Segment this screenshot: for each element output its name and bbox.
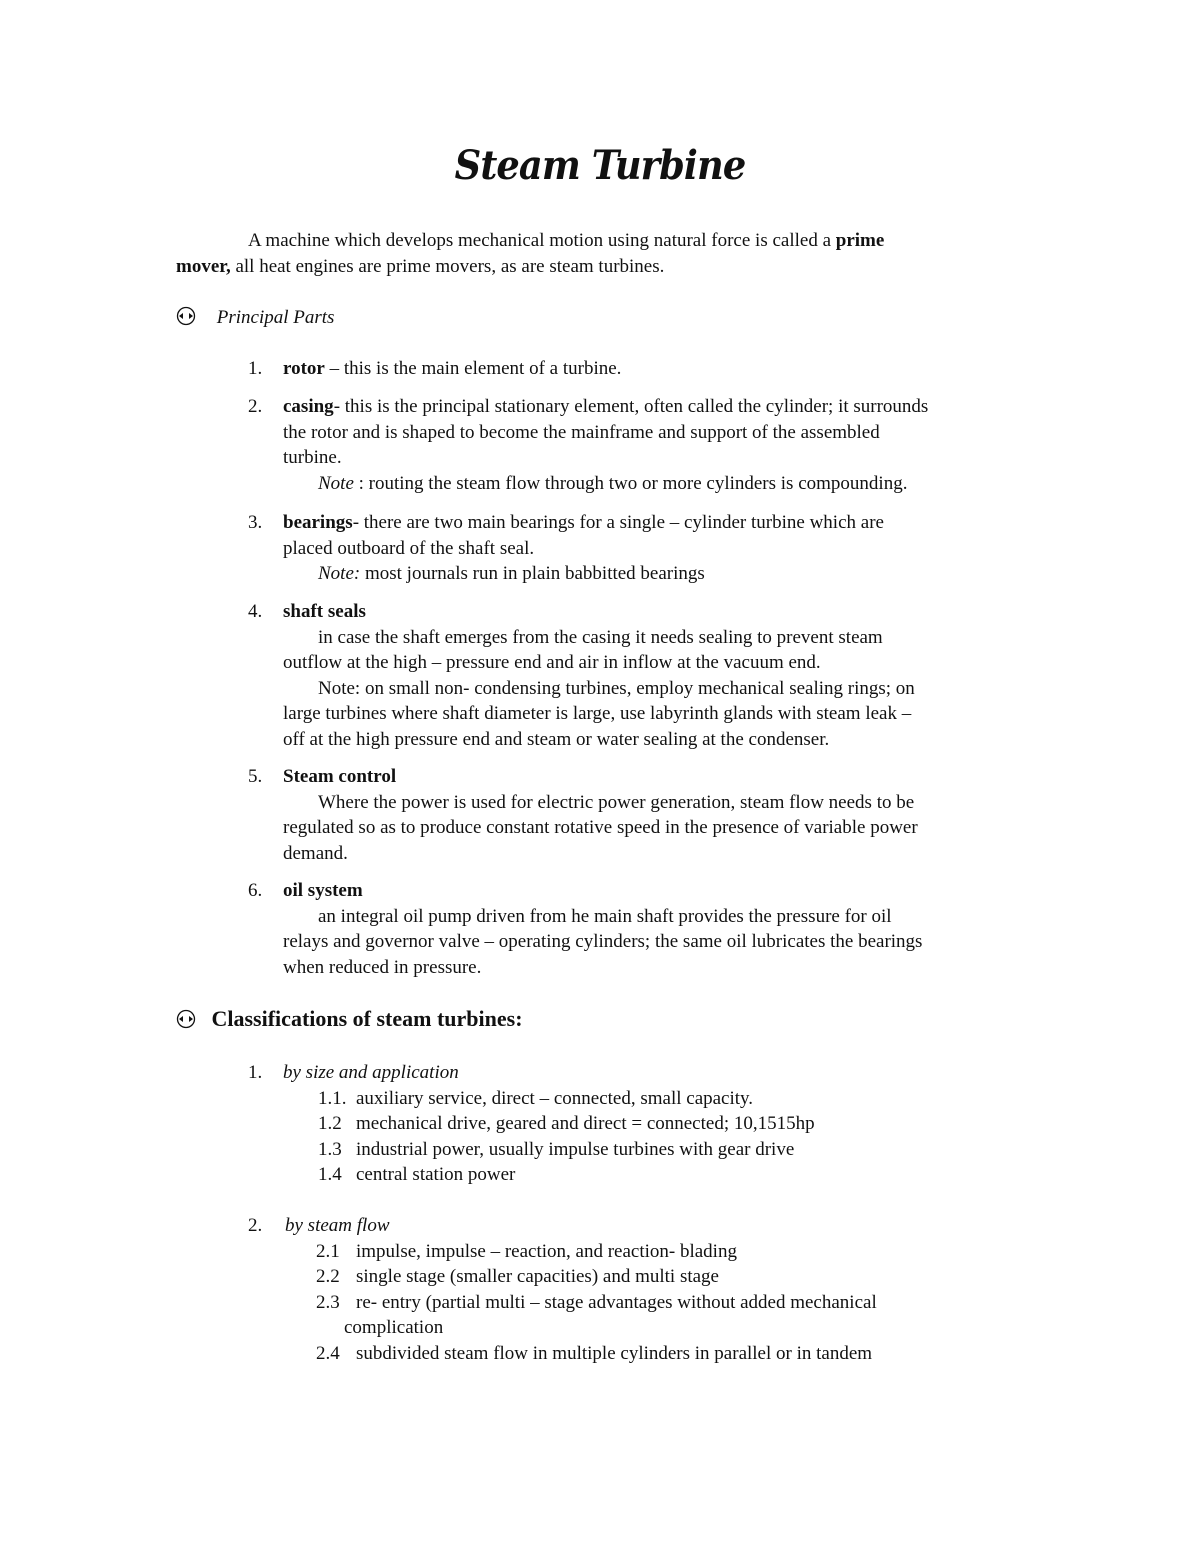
intro-text-2: all heat engines are prime movers, as are steam turbines. [230, 256, 665, 277]
item-text: turbine. [283, 447, 342, 468]
sub-item-text: re- entry (partial multi – stage advantages without added mechanical [356, 1292, 877, 1313]
sub-item-number: 1.4 [318, 1164, 342, 1185]
item-text: an integral oil pump driven from he main shaft provides the pressure for oil [318, 906, 892, 927]
intro-bold-term-2: mover, [176, 256, 231, 277]
item-text: - this is the principal stationary element, often called the cylinder; it surrounds [333, 396, 929, 417]
item-text: demand. [283, 843, 348, 864]
item-text: in case the shaft emerges from the casing it needs sealing to prevent steam [318, 627, 883, 648]
group-label-text: by steam flow [285, 1215, 390, 1236]
sub-item-text: industrial power, usually impulse turbines with gear drive [356, 1139, 795, 1160]
intro-line-1 [248, 228, 884, 253]
group-number: 2. [248, 1215, 263, 1236]
item-text: regulated so as to produce constant rotative speed in the presence of variable power [283, 817, 918, 838]
note-label: Note [318, 473, 354, 494]
item-number: 4. [248, 601, 263, 622]
sub-item-text: single stage (smaller capacities) and multi stage [356, 1266, 719, 1287]
group-label-text: by size and application [283, 1062, 459, 1083]
sub-item-text: impulse, impulse – reaction, and reaction- blading [356, 1241, 737, 1262]
bullet-arrows-icon [176, 1009, 196, 1029]
term: Steam control [283, 766, 397, 787]
classifications-title: Classifications of steam turbines: [211, 1006, 523, 1031]
sub-item-number: 1.2 [318, 1113, 342, 1134]
list-item [283, 356, 621, 381]
item-text: – this is the main element of a turbine. [324, 358, 622, 379]
note [318, 471, 907, 496]
item-text: - there are two main bearings for a single – cylinder turbine which are [352, 512, 884, 533]
list-item [283, 878, 363, 903]
intro-line-2 [176, 254, 664, 279]
item-text: off at the high pressure end and steam or water sealing at the condenser. [283, 729, 830, 750]
intro-bold-term: prime [835, 230, 885, 251]
list-item [283, 510, 884, 535]
item-text: the rotor and is shaped to become the mainframe and support of the assembled [283, 422, 880, 443]
bullet-arrows-icon [176, 306, 196, 326]
intro-text: A machine which develops mechanical motion using natural force is called a [248, 230, 836, 251]
item-number: 3. [248, 512, 263, 533]
page-title: Steam Turbine [454, 142, 746, 189]
list-item [283, 599, 366, 624]
sub-item-text: auxiliary service, direct – connected, small capacity. [356, 1088, 754, 1109]
list-item [283, 764, 396, 789]
sub-item-number: 2.3 [316, 1292, 340, 1313]
sub-item-number: 2.4 [316, 1343, 340, 1364]
sub-item-text: subdivided steam flow in multiple cylinders in parallel or in tandem [356, 1343, 873, 1364]
principal-parts-heading [176, 305, 334, 330]
sub-item-text: central station power [356, 1164, 516, 1185]
item-number: 5. [248, 766, 263, 787]
note-text: : routing the steam flow through two or more cylinders is compounding. [353, 473, 908, 494]
item-number: 2. [248, 396, 263, 417]
sub-item-number: 2.1 [316, 1241, 340, 1262]
item-text: Where the power is used for electric power generation, steam flow needs to be [318, 792, 915, 813]
classifications-heading [176, 1005, 523, 1033]
item-text: Note: on small non- condensing turbines, employ mechanical sealing rings; on [318, 678, 915, 699]
sub-item-text: mechanical drive, geared and direct = connected; 10,1515hp [356, 1113, 815, 1134]
sub-item-text: complication [344, 1317, 444, 1338]
sub-item-number: 1.3 [318, 1139, 342, 1160]
item-text: large turbines where shaft diameter is large, use labyrinth glands with steam leak – [283, 703, 912, 724]
term: rotor [283, 358, 325, 379]
term: shaft seals [283, 601, 366, 622]
note-text: most journals run in plain babbitted bearings [360, 563, 705, 584]
group-label [283, 1060, 459, 1085]
list-item [283, 394, 928, 419]
group-label [285, 1213, 390, 1238]
sub-item-number: 1.1. [318, 1088, 347, 1109]
sub-item-number: 2.2 [316, 1266, 340, 1287]
group-number: 1. [248, 1062, 263, 1083]
item-text: when reduced in pressure. [283, 957, 482, 978]
note [318, 561, 705, 586]
term: oil system [283, 880, 363, 901]
item-text: relays and governor valve – operating cylinders; the same oil lubricates the bearings [283, 931, 923, 952]
note-label: Note: [318, 563, 361, 584]
term: casing [283, 396, 334, 417]
item-text: outflow at the high – pressure end and air in inflow at the vacuum end. [283, 652, 821, 673]
term: bearings [283, 512, 353, 533]
item-number: 1. [248, 358, 263, 379]
item-text: placed outboard of the shaft seal. [283, 538, 535, 559]
item-number: 6. [248, 880, 263, 901]
principal-parts-title: Principal Parts [216, 307, 335, 328]
